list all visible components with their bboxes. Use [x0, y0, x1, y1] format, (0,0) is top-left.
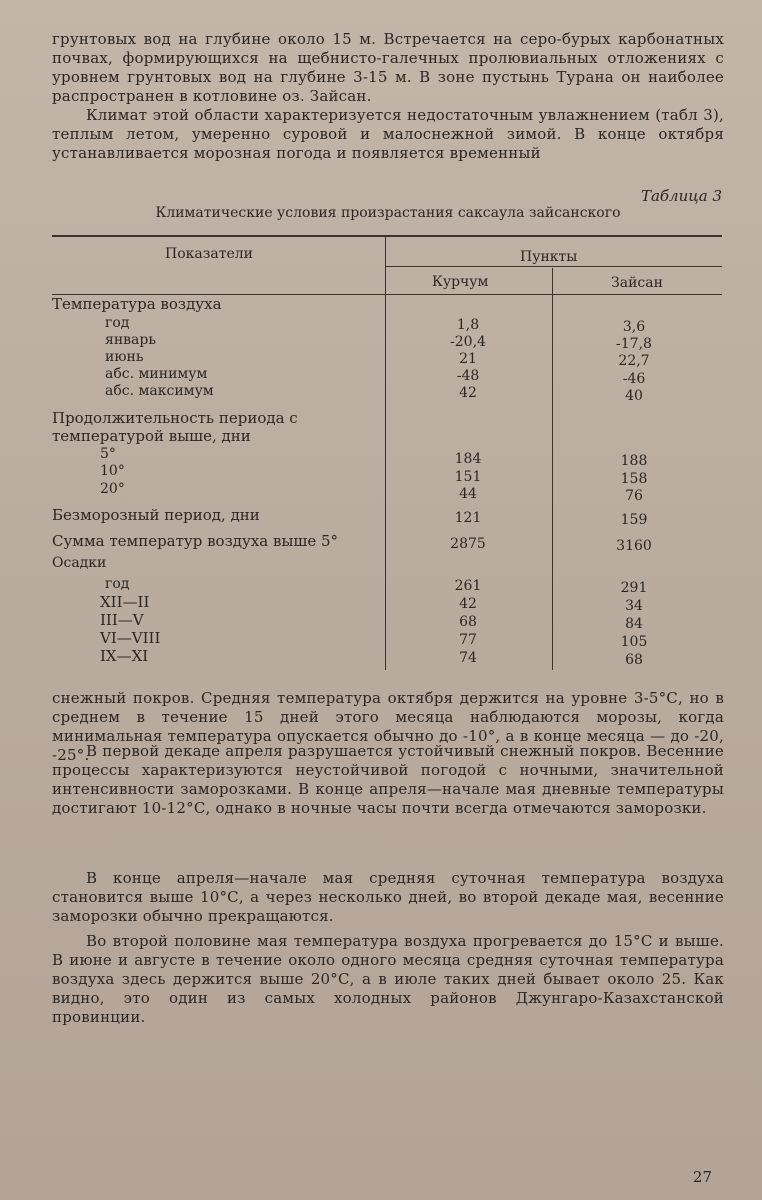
value-zaisan: 3,6 — [622, 319, 646, 335]
value-zaisan: 76 — [625, 488, 643, 504]
paragraph-april: В первой декаде апреля разрушается устойчивый снежный покров. Весенние процессы характеризуются неустойчивой погодой с ночными, значительной интенсивности заморозками. В конце апреля—начале мая дневные температуры достигают 10-12°С, однако в ночные часы почти всегда отмечаются заморозки. — [52, 742, 724, 817]
value-zaisan: 34 — [625, 598, 643, 614]
row-label: Безморозный период, дни — [52, 506, 260, 524]
value-zaisan: 158 — [620, 471, 648, 487]
row-label: абс. минимум — [105, 366, 208, 382]
value-kurchum: 184 — [454, 451, 482, 467]
value-zaisan: 291 — [620, 580, 648, 596]
value-kurchum: 74 — [459, 650, 477, 666]
row-label: январь — [105, 332, 156, 348]
value-zaisan: 40 — [625, 388, 643, 404]
value-kurchum: 121 — [454, 510, 482, 526]
value-kurchum: 44 — [459, 486, 477, 502]
paragraph-intro: грунтовых вод на глубине около 15 м. Встречается на серо-бурых карбонатных почвах, формирующихся на щебнисто-галечных пролювиальных отложениях с уровнем грунтовых вод на глубине 3-15 м. В зоне пустынь Турана он наиболее распространен в котловине оз. Зайсан. — [52, 30, 724, 105]
value-zaisan: 22,7 — [618, 353, 650, 369]
row-label: VI—VIII — [100, 629, 161, 647]
value-zaisan: 84 — [625, 616, 643, 632]
row-label: Температура воздуха — [52, 295, 222, 313]
row-label: июнь — [105, 349, 144, 365]
table-points-rule — [386, 266, 722, 267]
table-title: Климатические условия произрастания саксаула зайсанского — [155, 205, 621, 221]
value-kurchum: 2875 — [450, 536, 486, 552]
value-kurchum: -48 — [456, 368, 480, 384]
value-zaisan: -46 — [622, 371, 646, 387]
value-kurchum: 151 — [454, 469, 482, 485]
value-kurchum: 1,8 — [456, 317, 480, 333]
value-kurchum: -20,4 — [450, 334, 486, 350]
value-kurchum: 42 — [459, 596, 477, 612]
value-zaisan: 159 — [620, 512, 648, 528]
table-col-divider — [552, 268, 553, 670]
row-label: температурой выше, дни — [52, 427, 251, 445]
row-label: 10° — [100, 463, 125, 479]
row-label: 20° — [100, 481, 125, 497]
value-kurchum: 21 — [459, 351, 477, 367]
row-label: год — [105, 315, 130, 331]
value-zaisan: 105 — [620, 634, 648, 650]
table-caption: Таблица 3 — [640, 187, 722, 205]
row-label: Сумма температур воздуха выше 5° — [52, 532, 339, 550]
header-indicators: Показатели — [165, 246, 253, 262]
value-zaisan: -17,8 — [616, 336, 652, 352]
paragraph-may: В конце апреля—начале мая средняя суточная температура воздуха становится выше 10°С, а через несколько дней, во второй декаде мая, весенние заморозки обычно прекращаются. — [52, 869, 724, 925]
row-label: IX—XI — [100, 647, 149, 665]
value-kurchum: 77 — [459, 632, 477, 648]
page-number: 27 — [692, 1168, 712, 1186]
paragraph-snow-cover: снежный покров. Средняя температура октября держится на уровне 3-5°С, но в среднем в течение 15 дней этого месяца наблюдаются морозы, когда минимальная температура опускается обычно до -10°, а в конце месяца — до -20, -25°. — [52, 689, 724, 764]
row-label: Продолжительность периода с — [52, 409, 298, 427]
header-points: Пункты — [520, 249, 578, 265]
value-kurchum: 42 — [459, 385, 477, 401]
value-zaisan: 3160 — [616, 538, 652, 554]
header-col-zaisan: Зайсан — [611, 275, 663, 291]
paragraph-climate: Климат этой области характеризуется недостаточным увлажнением (табл 3), теплым летом, умеренно суровой и малоснежной зимой. В конце октября устанавливается морозная погода и появляется временный — [52, 106, 724, 162]
row-label: XII—II — [100, 593, 150, 611]
table-top-rule — [52, 235, 722, 237]
value-zaisan: 68 — [625, 652, 643, 668]
value-kurchum: 261 — [454, 578, 482, 594]
value-kurchum: 68 — [459, 614, 477, 630]
row-label: III—V — [100, 611, 144, 629]
table-col-divider — [385, 237, 386, 670]
value-zaisan: 188 — [620, 453, 648, 469]
paragraph-summer: Во второй половине мая температура воздуха прогревается до 15°С и выше. В июне и августе в течение около одного месяца средняя суточная температура воздуха здесь держится выше 20°С, а в июле таких дней бывает около 25. Как видно, это один из самых холодных районов Джунгаро-Казахстанской провинции. — [52, 932, 724, 1026]
row-label: абс. максимум — [105, 383, 214, 399]
row-label: год — [105, 576, 130, 592]
row-label: 5° — [100, 446, 116, 462]
row-label: Осадки — [52, 555, 107, 571]
header-col-kurchum: Курчум — [432, 274, 489, 290]
